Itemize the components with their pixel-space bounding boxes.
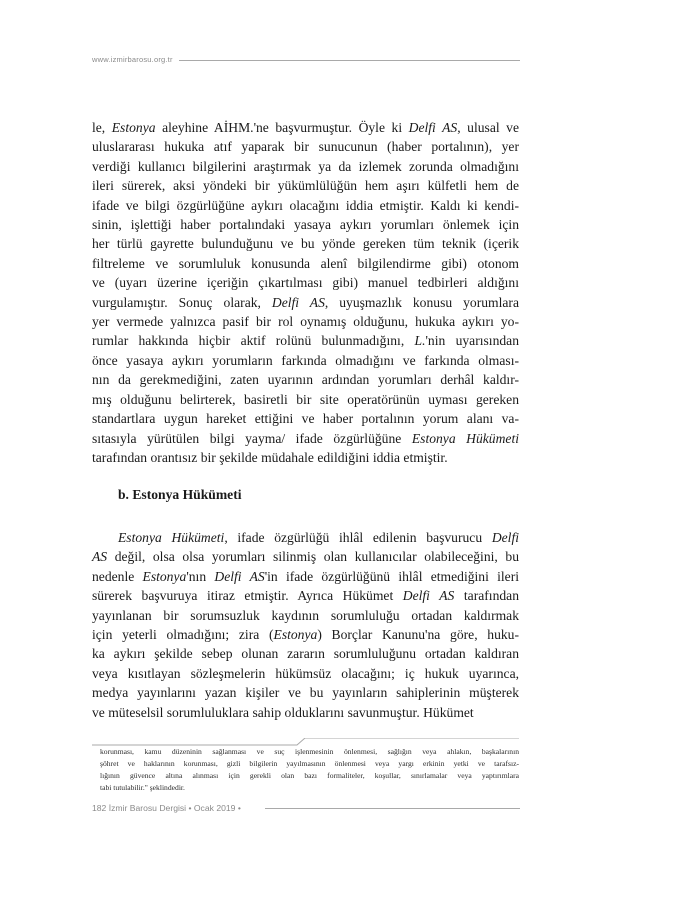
- italic-term: Delfi AS: [271, 294, 325, 310]
- text-line: tabi tutulabilir." şeklindedir.: [100, 783, 185, 793]
- text-line: vurgulamıştır. Sonuç olarak, Delfi AS, uyuşmazlık konusu yorumlara: [92, 294, 519, 310]
- italic-term: Estonya: [273, 627, 318, 643]
- italic-term: Estonya: [142, 568, 187, 584]
- text-line: için yeterli olmadığını; zira (Estonya) Borçlar Kanunu'na göre, huku-: [92, 627, 520, 643]
- text-line: lığının güvence altına alınması için gerekli olan bazı formaliteler, koşullar, sınırlamalar veya yaptırımlara: [100, 771, 519, 781]
- text-line: standartlara uygun hareket ettiğini ve haber portalının yorum alanı va-: [92, 411, 519, 427]
- section-heading: b. Estonya Hükümeti: [118, 487, 242, 502]
- text-line: filtreleme ve sorumluluk konusunda alenî bilgilendirme gibi) otonom: [92, 255, 519, 271]
- text-line: rumlar hakkında hiçbir aktif rolünü bulunmadığını, L.'nin uyarısından: [92, 333, 519, 349]
- italic-term: AS: [92, 549, 108, 565]
- italic-term: Estonya: [111, 120, 156, 135]
- text-line: medya yayınlarını yazan kişiler ve bu yayınların sahiplerinin müşterek: [92, 685, 519, 701]
- text-line: her türlü gayrette bulunduğunu ve bu yönde gereken tüm teknik (içerik: [92, 236, 519, 252]
- footer-page-info: 182 İzmir Barosu Dergisi • Ocak 2019 •: [92, 803, 241, 813]
- italic-term: Delfi: [491, 530, 519, 545]
- text-line: tarafından orantısız bir şekilde müdahale edildiğini iddia etmiştir.: [92, 449, 448, 465]
- footer-rule: [265, 808, 520, 809]
- text-line: verdiği kullanıcı bilgilerini araştırmak ya da izlemek zorunda olmadığını: [92, 158, 519, 174]
- text-line: ka aykırı şekilde sebep olunan zararın sorumluluğunu ortadan kaldıran: [92, 646, 519, 662]
- text-line: le, Estonya aleyhine AİHM.'ne başvurmuştur. Öyle ki Delfi AS, ulusal ve: [92, 120, 519, 135]
- text-line: AS değil, olsa olsa yorumları silinmiş olan kullanıcılar olabileceğini, bu: [92, 549, 519, 565]
- text-line: önce yasaya aykırı yorumların farkında olmadığını ve farkında olması-: [92, 352, 519, 368]
- italic-term: Estonya Hükümeti: [118, 530, 225, 545]
- text-line: sinin, işlettiği haber portalındaki yasaya aykırı yorumları önlemek için: [92, 217, 519, 233]
- text-line: şöhret ve haklarının korunması, gizli bilgilerin yayılmasının önlenmesi veya yargı erkinin yetki ve tarafsız-: [100, 759, 519, 769]
- footnote-divider: [92, 738, 519, 746]
- footnote: [100, 746, 519, 794]
- italic-term: Estonya Hükümeti: [411, 430, 520, 446]
- paragraph-2: [92, 528, 519, 722]
- header-rule: [179, 60, 520, 61]
- text-line: mış olduğunu belirterek, basiretli bir site operatörünün uyması gereken: [92, 391, 519, 407]
- text-line: yayınlanan bir sorumsuzluk kaydının sorumluluğu ortadan kaldırmak: [92, 607, 519, 623]
- text-line: ve (uyarı üzerine içeriğin çıkartılması gibi) manuel tedbirleri aldığını: [92, 275, 519, 291]
- text-line: uluslararası hukuka atıf yaparak bir sunucunun (haber portalının), yer: [92, 139, 519, 155]
- text-line: nın da gerekmediğini, zaten uyarının ardından yorumları derhâl kaldır-: [92, 372, 519, 388]
- header-url: www.izmirbarosu.org.tr: [92, 55, 173, 64]
- text-line: ifade ve bilgi özgürlüğüne aykırı olacağını iddia etmiştir. Kaldı ki kendi-: [92, 197, 519, 213]
- italic-term: Delfi AS: [214, 568, 265, 584]
- text-line: yer vermede yalnızca pasif bir rol oynamış olduğunu, hukuka aykırı yo-: [92, 314, 519, 330]
- italic-term: L.: [414, 333, 426, 349]
- paragraph-1: [92, 118, 519, 467]
- italic-term: Delfi AS: [402, 588, 455, 604]
- italic-term: Delfi AS: [408, 120, 458, 135]
- text-line: Estonya Hükümeti, ifade özgürlüğü ihlâl edilenin başvurucu Delfi: [118, 530, 519, 545]
- text-line: korunması, kamu düzeninin sağlanması ve suç işlenmesinin önlenmesi, sağlığın veya ahlakın, başkalarının: [100, 747, 519, 756]
- text-line: ileri sürerek, aksi yöndeki bir yükümlülüğün hem aşırı külfetli hem de: [92, 178, 519, 194]
- text-line: ve müteselsil sorumluluklara sahip olduklarını savunmuştur. Hükümet: [92, 704, 474, 720]
- text-line: sıtasıyla yürütülen bilgi yayma/ ifade özgürlüğüne Estonya Hükümeti: [92, 430, 520, 446]
- text-line: nedenle Estonya'nın Delfi AS'in ifade özgürlüğünü ihlâl etmediğini ileri: [92, 568, 520, 584]
- text-line: veya kısıtlayan sözleşmelerin hükümsüz olacağını; iç hukuk uyarınca,: [92, 665, 519, 681]
- text-line: sürerek başvuruya itiraz etmiştir. Ayrıca Hükümet Delfi AS tarafından: [92, 588, 519, 604]
